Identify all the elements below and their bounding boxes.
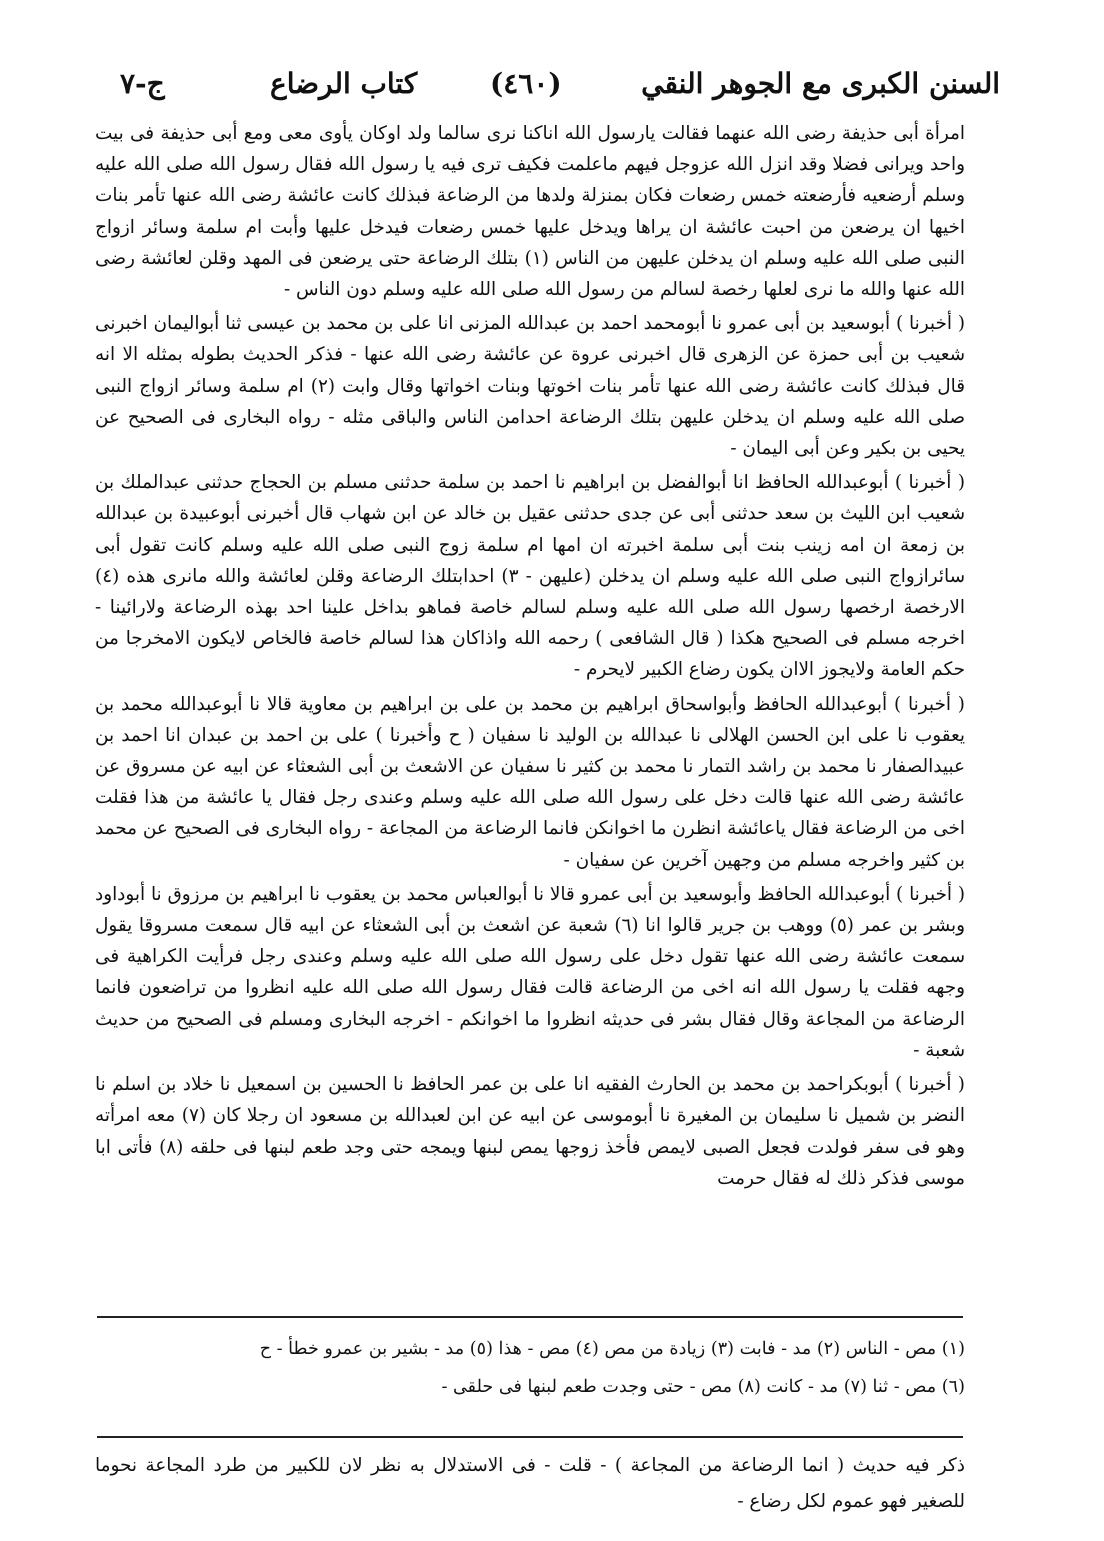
running-title: السنن الكبرى مع الجوهر النقي (641, 67, 1000, 100)
footnote-divider (97, 1316, 963, 1318)
book-title: كتاب الرضاع (270, 67, 418, 100)
paragraph: ( أخبرنا ) أبوبكراحمد بن محمد بن الحارث الفقيه انا على بن عمر الحافظ نا الحسين بن اسمعيل نا خلاد بن اسلم نا النضر بن شميل نا سليمان بن المغيرة نا أبوموسى عن ابيه عن ابن لعبدالله بن مسعود ان رجلا كان (٧) معه امرأته وهو فى سفر فولدت فجعل الصبى لايمص فأخذ زوجها يمص لبنها ويمجه حتى وجد طعم لبنها فى حلقه (٨) فأتى ابا موسى فذكر ذلك له فقال حرمت (95, 1074, 965, 1189)
commentary-divider (97, 1436, 963, 1438)
page-number: (٤٦٠) (490, 67, 562, 100)
commentary-text: ذكر فيه حديث ( انما الرضاعة من المجاعة ) - قلت - فى الاستدلال به نظر لان للكبير من طرد المجاعة نحوما للصغير فهو عموم لكل رضاع - (95, 1455, 965, 1512)
paragraph: ( أخبرنا ) أبوعبدالله الحافظ وأبواسحاق ابراهيم بن محمد بن على بن ابراهيم بن معاوية قالا نا أبوعبدالله محمد بن يعقوب نا على ابن الحسن الهلالى نا عبدالله بن الوليد نا سفيان ( ح وأخبرنا ) على بن احمد بن عبدان انا احمد بن عبيدالصفار نا محمد بن راشد التمار نا محمد بن كثير نا سفيان عن الاشعث بن أبى الشعثاء عن ابيه عن مسروق عن عائشة رضى الله عنها قالت دخل على رسول الله صلى الله عليه وسلم وعندى رجل فقال يا عائشة من هذا فقلت اخى من الرضاعة فقال ياعائشة انظرن ما اخوانكن فانما الرضاعة من المجاعة - رواه البخارى فى الصحيح عن محمد بن كثير واخرجه مسلم من وجهين آخرين عن سفيان - (95, 693, 965, 871)
footnote-line: (١) مص - الناس (٢) مد - فابت (٣) زيادة من مص (٤) مص - هذا (٥) مد - بشير بن عمرو خطأ - ح (259, 1339, 965, 1359)
footnote-line: (٦) مص - ثنا (٧) مد - كانت (٨) مص - حتى وجدت طعم لبنها فى حلقى - (441, 1377, 965, 1397)
page-header (100, 64, 1000, 112)
paragraph: ( أخبرنا ) أبوعبدالله الحافظ انا أبوالفضل بن ابراهيم نا احمد بن سلمة حدثنى مسلم بن الحجاج حدثنى عبدالملك بن شعيب ابن الليث بن سعد حدثنى أبى عن جدى حدثنى عقيل بن خالد عن ابن شهاب قال أخبرنى أبوعبيدة بن عبدالله بن زمعة ان امه زينب بنت أبى سلمة اخبرته ان امها ام سلمة زوج النبى صلى الله عليه وسلم كانت تقول أبى سائرازواج النبى صلى الله عليه وسلم ان يدخلن (عليهن - ٣) احدابتلك الرضاعة وقلن لعائشة والله مانرى هذه (٤) الارخصة ارخصها رسول الله صلى الله عليه وسلم لسالم خاصة فماهو بداخل علينا احد بهذه الرضاعة ولارائينا - اخرجه مسلم فى الصحيح هكذا ( قال الشافعى ) رحمه الله واذاكان هذا لسالم خاصة فالخاص لايكون الامخرجا من حكم العامة ولايجوز الاان يكون رضاع الكبير لايحرم - (95, 472, 965, 681)
paragraph: ( أخبرنا ) أبوعبدالله الحافظ وأبوسعيد بن أبى عمرو قالا نا أبوالعباس محمد بن يعقوب نا ابراهيم بن مرزوق نا أبوداود وبشر بن عمر (٥) ووهب بن جرير قالوا انا (٦) شعبة عن اشعث بن أبى الشعثاء عن ابيه قال سمعت مسروقا يقول سمعت عائشة رضى الله عنها تقول دخل على رسول الله صلى الله عليه وسلم وعندى رجل فرأيت الكراهية فى وجهه فقلت يا رسول الله انه اخى من الرضاعة قالت فقال رسول الله صلى الله عليه انظروا من تراضعون فانما الرضاعة من المجاعة وقال فقال بشر فى حديثه انظروا ما اخوانكم - اخرجه البخارى ومسلم فى الصحيح من حديث شعبة - (95, 883, 965, 1061)
footnotes (95, 1330, 965, 1406)
main-text (95, 118, 965, 1197)
volume-label: ج-٧ (120, 67, 165, 100)
paragraph: ( أخبرنا ) أبوسعيد بن أبى عمرو نا أبومحمد احمد بن عبدالله المزنى انا على بن محمد بن عيسى ثنا أبواليمان اخبرنى شعيب بن أبى حمزة عن الزهرى قال اخبرنى عروة عن عائشة رضى الله عنها - فذكر الحديث بطوله بمثله الا انه قال فبذلك كانت عائشة رضى الله عنها تأمر بنات اخوتها وبنات اخواتها وقال وابت (٢) ام سلمة وسائر ازواج النبى صلى الله عليه وسلم ان يدخلن عليهن بتلك الرضاعة احدامن الناس والباقى مثله - رواه البخارى فى الصحيح عن يحيى بن بكير وعن أبى اليمان - (95, 313, 965, 460)
paragraph: امرأة أبى حذيفة رضى الله عنهما فقالت يارسول الله اناكنا نرى سالما ولد اوكان يأوى معى ومع أبى حذيفة فى بيت واحد ويرانى فضلا وقد انزل الله عزوجل فيهم ماعلمت فكيف ترى فيه يا رسول الله فقال رسول الله صلى الله عليه وسلم أرضعيه فأرضعته خمس رضعات فكان بمنزلة ولدها من الرضاعة فبذلك كانت عائشة رضى الله عنها تأمر بنات اخيها ان يرضعن من احبت عائشة ان يراها ويدخل عليها خمس رضعات فيدخل عليها وأبت ام سلمة وسائر ازواج النبى صلى الله عليه وسلم ان يدخلن عليهن من الناس (١) بتلك الرضاعة حتى يرضعن فى المهد وقلن لعائشة رضى الله عنها والله ما نرى لعلها رخصة لسالم من رسول الله صلى الله عليه وسلم دون الناس - (95, 123, 965, 301)
